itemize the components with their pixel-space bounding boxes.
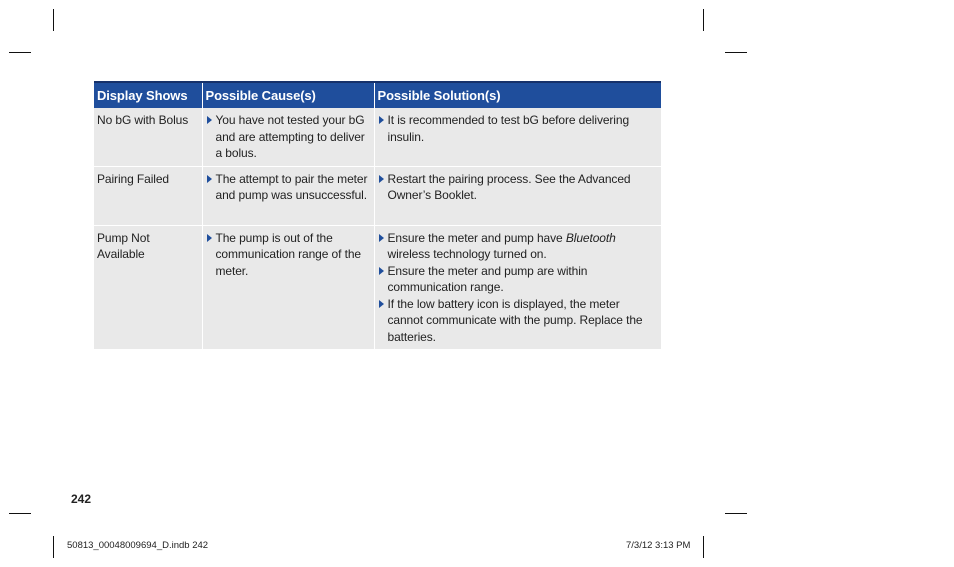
solution-text: It is recommended to test bG before delivering insulin. [387, 113, 630, 144]
crop-mark [9, 52, 31, 53]
table-row [94, 108, 661, 166]
crop-mark [725, 52, 747, 53]
display-cell: Pump Not Available [94, 225, 202, 350]
cause-text: The attempt to pair the meter and pump was unsuccessful. [215, 171, 368, 202]
header-display-shows: Display Shows [94, 82, 202, 108]
solution-text: If the low battery icon is displayed, the meter cannot communicate with the pump. Replace the batteries. [387, 296, 643, 344]
header-possible-solutions: Possible Solution(s) [374, 82, 661, 108]
crop-mark [703, 536, 704, 558]
arrow-bullet-icon [207, 116, 212, 124]
cause-text: You have not tested your bG and are attempting to deliver a bolus. [215, 113, 365, 160]
arrow-bullet-icon [379, 234, 384, 242]
file-info: 50813_00048009694_D.indb 242 [67, 540, 209, 551]
crop-mark [53, 536, 54, 558]
arrow-bullet-icon [379, 116, 384, 124]
troubleshooting-table [94, 81, 661, 350]
arrow-bullet-icon [379, 267, 384, 275]
crop-mark [53, 9, 54, 31]
crop-mark [9, 513, 31, 514]
cause-cell [202, 166, 374, 225]
solution-text: Ensure the meter and pump have Bluetooth wireless technology turned on. [387, 230, 616, 261]
table-row [94, 166, 661, 225]
solution-cell [374, 108, 661, 166]
arrow-bullet-icon [379, 175, 384, 183]
cause-cell [202, 108, 374, 166]
date-time: 7/3/12 3:13 PM [626, 540, 691, 551]
solution-text: Ensure the meter and pump are within communication range. [387, 263, 588, 294]
table-header-row [94, 82, 661, 108]
table-row [94, 225, 661, 350]
arrow-bullet-icon [207, 234, 212, 242]
solution-cell [374, 225, 661, 350]
page-number: 242 [71, 492, 92, 506]
arrow-bullet-icon [379, 300, 384, 308]
display-cell: Pairing Failed [94, 166, 202, 225]
cause-text: The pump is out of the communication range of the meter. [215, 230, 361, 278]
header-possible-causes: Possible Cause(s) [202, 82, 374, 108]
crop-mark [725, 513, 747, 514]
cause-cell [202, 225, 374, 350]
crop-mark [703, 9, 704, 31]
solution-text: Restart the pairing process. See the Advanced Owner’s Booklet. [387, 171, 631, 202]
solution-cell [374, 166, 661, 225]
arrow-bullet-icon [207, 175, 212, 183]
display-cell: No bG with Bolus [94, 108, 202, 166]
